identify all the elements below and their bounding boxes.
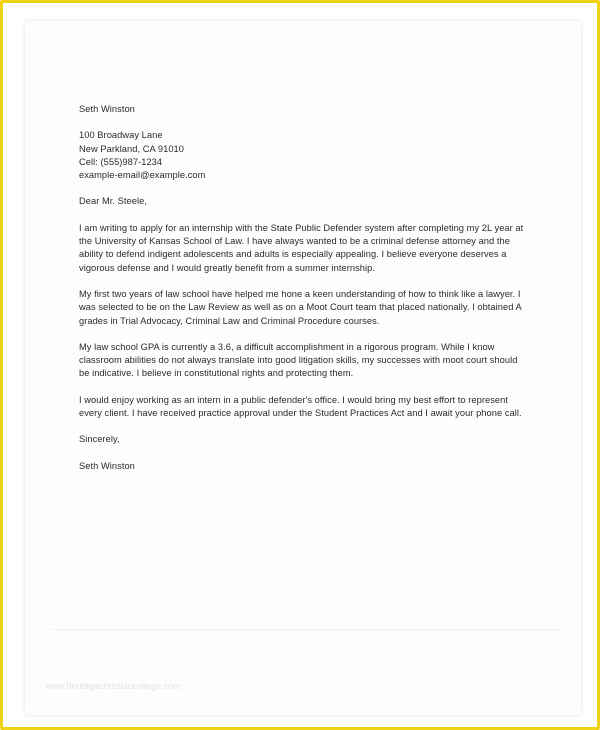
address-street: 100 Broadway Lane	[79, 130, 163, 141]
cover-letter	[79, 103, 529, 486]
body-paragraph: I am writing to apply for an internship with the State Public Defender system after completing my 2L year at the University of Kansas School of Law. I have always wanted to be a criminal defense attorney and the ability to defend indigent adolescents and adults is especially appealing. I believe everyone deserves a vigorous defense and I would greatly benefit from a summer internship.	[79, 222, 524, 273]
sender-name: Seth Winston	[79, 104, 135, 114]
signature: Seth Winston	[79, 460, 135, 471]
closing: Sincerely,	[79, 434, 120, 445]
sender-address	[79, 129, 529, 182]
watermark: www.heritagechristiancollege.com	[45, 681, 181, 691]
body-paragraph: My law school GPA is currently a 3.6, a difficult accomplishment in a rigorous program. While I know classroom abilities do not always translate into good litigation skills, my successes with moot court should be indicative. I believe in constitutional rights and protecting them.	[79, 341, 518, 379]
document-page	[25, 21, 581, 715]
address-city: New Parkland, CA 91010	[79, 143, 184, 154]
body-paragraph: My first two years of law school have helped me hone a keen understanding of how to think like a lawyer. I was selected to be on the Law Review as well as on a Moot Court team that placed nationally. I obtained A grades in Trial Advocacy, Criminal Law and Criminal Procedure courses.	[79, 288, 522, 326]
address-cell: Cell: (555)987-1234	[79, 156, 163, 167]
page-divider	[51, 629, 561, 630]
body-paragraph: I would enjoy working as an intern in a public defender's office. I would bring my best effort to represent every client. I have received practice approval under the Student Practices Act and I await your phone call.	[79, 394, 522, 419]
salutation: Dear Mr. Steele,	[79, 196, 147, 207]
address-email: example-email@example.com	[79, 170, 206, 181]
